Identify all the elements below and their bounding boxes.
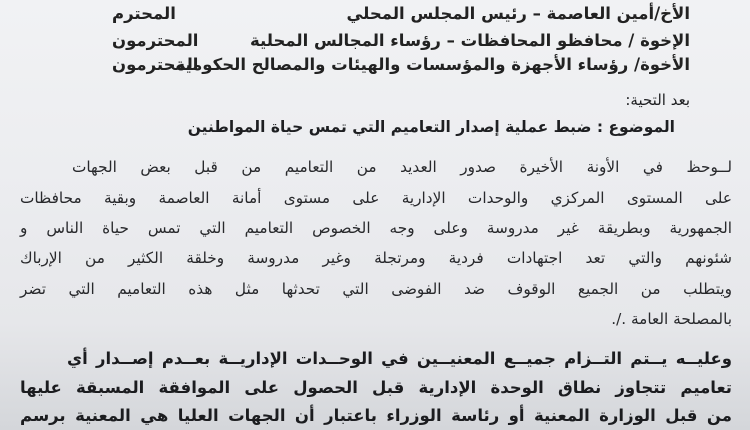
addressee-line-3: الأخوة/ رؤساء الأجهزة والمؤسسات والهيئات والمصالح الحكومية xyxy=(175,55,690,74)
respect-title-1: المحترم xyxy=(112,4,176,23)
paragraph-1-line-5: ويتطلب من الجميع الوقوف ضد الفوضى التي تحدثها مثل هذه التعاميم التي تضر xyxy=(20,280,732,298)
paragraph-1-line-2: على المستوى المركزي والوحدات الإدارية على مستوى أمانة العاصمة وبقية محافظات xyxy=(20,189,732,207)
paragraph-2-line-2: تعاميم تتجاوز نطاق الوحدة الإدارية قبل الحصول على الموافقة المسبقة عليها xyxy=(20,378,732,397)
paragraph-1-line-1: لــوحظ في الأونة الأخيرة صدور العديد من التعاميم من قبل بعض الجهات xyxy=(72,158,732,176)
respect-title-2: المحترمون xyxy=(112,31,199,50)
addressee-line-1: الأخ/أمين العاصمة – رئيس المجلس المحلي xyxy=(346,4,690,23)
paragraph-1-line-6: بالمصلحة العامة ./. xyxy=(611,310,732,328)
paragraph-1-line-3: الجمهورية وبطريقة غير مدروسة وعلى وجه الخصوص التعاميم التي تمس حياة الناس و xyxy=(20,219,732,237)
addressee-line-2: الإخوة / محافظو المحافظات – رؤساء المجالس المحلية xyxy=(250,31,690,50)
paragraph-2-line-3: من قبل الوزارة المعنية أو رئاسة الوزراء باعتبار أن الجهات العليا هي المعنية برسم xyxy=(20,406,732,425)
subject-line: الموضوع : ضبط عملية إصدار التعاميم التي تمس حياة المواطنين xyxy=(187,118,675,136)
paragraph-2-line-1: وعليــه يــتم التــزام جميــع المعنيــين في الوحــدات الإداريــة بعــدم إصــدار أي xyxy=(67,349,732,368)
respect-title-3: المحترمون xyxy=(112,55,199,74)
greeting: بعد التحية: xyxy=(625,91,690,109)
paragraph-1-line-4: شئونهم والتي تعد اجتهادات فردية ومرتجلة وغير مدروسة وخلقة الكثير من الإرباك xyxy=(20,249,732,267)
